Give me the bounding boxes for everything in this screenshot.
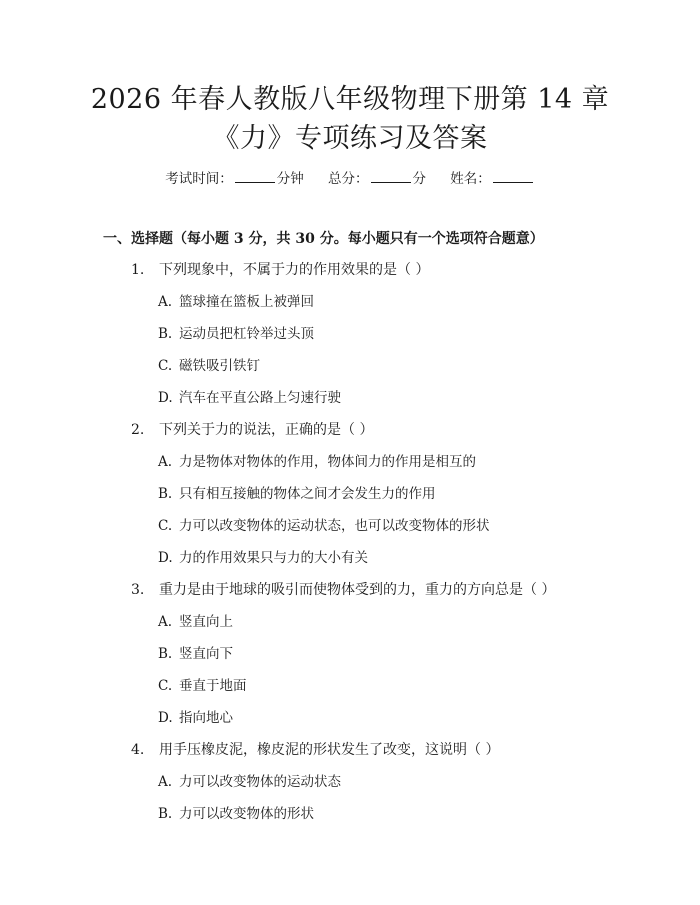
question-number: 2. [131, 422, 145, 438]
document-title-line-2: 《力》专项练习及答案 [212, 123, 488, 154]
option-text: 力的作用效果只与力的大小有关 [179, 550, 368, 566]
option-text: 只有相互接触的物体之间才会发生力的作用 [179, 486, 436, 502]
exam-time-unit: 分钟 [276, 171, 304, 187]
student-name-blank [493, 170, 533, 183]
question-number: 3. [131, 582, 145, 598]
question-2-option-b [158, 484, 436, 504]
option-text: 指向地心 [179, 710, 233, 726]
question-text: 下列现象中，不属于力的作用效果的是（ ） [159, 262, 430, 278]
total-score-blank [371, 170, 411, 183]
question-2-option-c [158, 516, 490, 536]
exam-time-label: 考试时间： [165, 171, 233, 187]
section-heading: 一、选择题（每小题 3 分，共 30 分。每小题只有一个选项符合题意） [103, 231, 544, 247]
question-4 [131, 740, 499, 760]
question-3-option-a [158, 612, 233, 632]
total-score-unit: 分 [412, 171, 426, 187]
option-letter: B. [158, 326, 173, 342]
question-text: 下列关于力的说法，正确的是（ ） [159, 422, 374, 438]
option-letter: A. [158, 774, 173, 790]
question-2-option-a [158, 452, 476, 472]
question-2-option-d [158, 548, 368, 568]
option-text: 篮球撞在篮板上被弹回 [179, 294, 314, 310]
question-3 [131, 580, 555, 600]
option-text: 竖直向上 [179, 614, 233, 630]
question-1-option-c [158, 356, 260, 376]
question-number: 4. [131, 742, 145, 758]
option-letter: D. [158, 550, 173, 566]
option-letter: A. [158, 294, 173, 310]
option-letter: C. [158, 518, 173, 534]
option-letter: D. [158, 390, 173, 406]
exam-time-field [165, 170, 304, 188]
student-name-field [450, 170, 535, 188]
option-letter: B. [158, 806, 173, 822]
option-letter: B. [158, 486, 173, 502]
question-3-option-d [158, 708, 233, 728]
question-3-option-b [158, 644, 233, 664]
question-1-option-d [158, 388, 341, 408]
option-letter: C. [158, 358, 173, 374]
option-letter: D. [158, 710, 173, 726]
question-number: 1. [131, 262, 145, 278]
option-text: 汽车在平直公路上匀速行驶 [179, 390, 341, 406]
question-text: 用手压橡皮泥，橡皮泥的形状发生了改变，这说明（ ） [159, 742, 500, 758]
question-1-option-a [158, 292, 314, 312]
option-text: 垂直于地面 [179, 678, 247, 694]
option-letter: C. [158, 678, 173, 694]
question-4-option-a [158, 772, 341, 792]
question-1-option-b [158, 324, 314, 344]
exam-time-blank [235, 170, 275, 183]
option-letter: A. [158, 614, 173, 630]
student-name-label: 姓名： [450, 171, 491, 187]
option-text: 运动员把杠铃举过头顶 [179, 326, 314, 342]
option-text: 竖直向下 [179, 646, 233, 662]
question-text: 重力是由于地球的吸引而使物体受到的力，重力的方向总是（ ） [159, 582, 556, 598]
document-title-line-1: 2026 年春人教版八年级物理下册第 14 章 [90, 84, 610, 115]
question-1 [131, 260, 429, 280]
option-text: 力可以改变物体的运动状态 [179, 774, 341, 790]
total-score-field [328, 170, 426, 188]
question-2 [131, 420, 373, 440]
total-score-label: 总分： [328, 171, 369, 187]
option-letter: A. [158, 454, 173, 470]
option-text: 磁铁吸引铁钉 [179, 358, 260, 374]
question-3-option-c [158, 676, 247, 696]
option-text: 力可以改变物体的形状 [179, 806, 314, 822]
option-text: 力是物体对物体的作用，物体间力的作用是相互的 [179, 454, 476, 470]
exam-info-line [0, 170, 700, 188]
question-4-option-b [158, 804, 314, 824]
option-text: 力可以改变物体的运动状态，也可以改变物体的形状 [179, 518, 490, 534]
option-letter: B. [158, 646, 173, 662]
